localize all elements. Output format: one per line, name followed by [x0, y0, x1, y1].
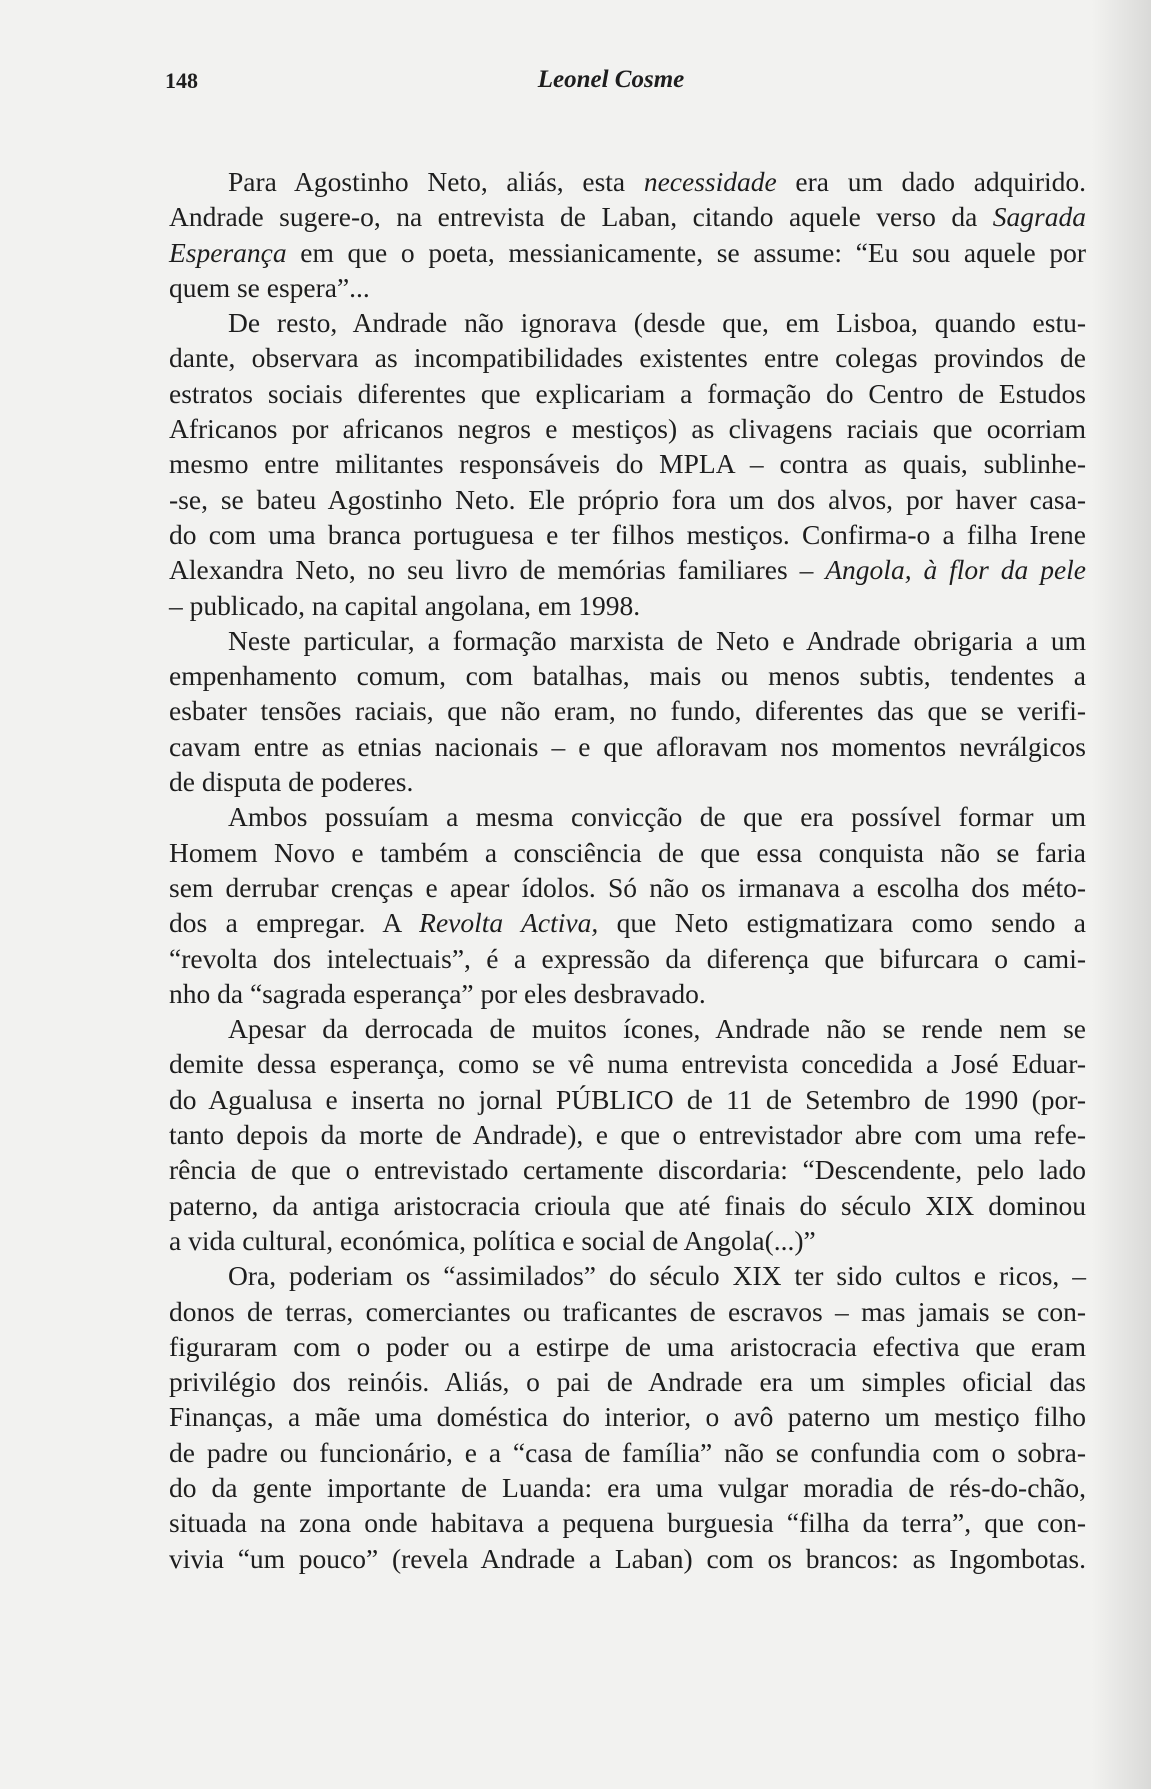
- text-run: mesmo entre militantes responsáveis do MPLA – contra as quais, sublinhe-: [169, 448, 1086, 480]
- text-line: [169, 1117, 1086, 1152]
- text-line: [169, 870, 1086, 905]
- text-line: [169, 835, 1086, 870]
- text-run: empenhamento comum, com batalhas, mais ou menos subtis, tendentes a: [169, 660, 1086, 692]
- page-number: 148: [165, 68, 198, 93]
- text-run: do Agualusa e inserta no jornal PÚBLICO de 11 de Setembro de 1990 (por-: [169, 1083, 1086, 1115]
- text-run: Ora, poderiam os “assimilados” do século XIX ter sido cultos e ricos, –: [228, 1260, 1086, 1292]
- text-line: [169, 552, 1086, 587]
- text-run: nho da “sagrada esperança” por eles desbravado.: [169, 977, 706, 1009]
- text-run: situada na zona onde habitava a pequena burguesia “filha da terra”, que con-: [169, 1507, 1086, 1539]
- text-line: [169, 517, 1086, 552]
- text-run: a vida cultural, económica, política e social de Angola(...)”: [169, 1224, 816, 1256]
- text-run: Alexandra Neto, no seu livro de memórias familiares –: [169, 554, 826, 586]
- text-line: [169, 164, 1086, 199]
- text-run: quem se espera”...: [169, 271, 370, 303]
- running-head-author: Leonel Cosme: [537, 66, 685, 93]
- text-line: [169, 693, 1086, 728]
- text-run: Andrade sugere-o, na entrevista de Laban, citando aquele verso da: [169, 201, 993, 233]
- text-line: [169, 799, 1086, 834]
- text-line: [169, 482, 1086, 517]
- text-run: tanto depois da morte de Andrade), e que o entrevistador abre com uma refe-: [169, 1119, 1086, 1151]
- paragraph: [169, 305, 1086, 623]
- text-line: [169, 305, 1086, 340]
- text-run: paterno, da antiga aristocracia crioula que até finais do século XIX dominou: [169, 1189, 1086, 1221]
- text-run: donos de terras, comerciantes ou traficantes de escravos – mas jamais se con-: [169, 1295, 1086, 1327]
- italic-text: Sagrada: [992, 201, 1086, 233]
- text-run: Finanças, a mãe uma doméstica do interior, o avô paterno um mestiço filho: [169, 1401, 1086, 1433]
- italic-text: Esperança: [169, 236, 287, 268]
- text-line: [169, 729, 1086, 764]
- text-run: em que o poeta, messianicamente, se assume: “Eu sou aquele por: [286, 236, 1086, 268]
- text-line: [169, 235, 1086, 270]
- text-run: De resto, Andrade não ignorava (desde que, em Lisboa, quando estu-: [228, 307, 1086, 339]
- text-run: que Neto estigmatizara como sendo a: [598, 907, 1087, 939]
- page-edge-shadow: [1091, 0, 1151, 1789]
- text-run: de disputa de poderes.: [169, 766, 414, 798]
- text-line: [169, 446, 1086, 481]
- text-run: sem derrubar crenças e apear ídolos. Só não os irmanava a escolha dos méto-: [169, 871, 1086, 903]
- text-run: Neste particular, a formação marxista de Neto e Andrade obrigaria a um: [228, 624, 1086, 656]
- italic-text: necessidade: [643, 166, 777, 197]
- text-line: [169, 1294, 1086, 1329]
- text-run: “revolta dos intelectuais”, é a expressão da diferença que bifurcara o cami-: [169, 942, 1086, 974]
- paragraph: [169, 799, 1086, 1011]
- text-line: [169, 1082, 1086, 1117]
- text-run: rência de que o entrevistado certamente discordaria: “Descendente, pelo lado: [169, 1154, 1086, 1186]
- text-run: vivia “um pouco” (revela Andrade a Laban) com os brancos: as Ingombotas.: [169, 1542, 1086, 1574]
- text-line: [169, 976, 1086, 1011]
- text-run: Para Agostinho Neto, aliás, esta: [228, 166, 644, 197]
- text-run: Ambos possuíam a mesma convicção de que era possível formar um: [228, 801, 1086, 833]
- text-run: dante, observara as incompatibilidades existentes entre colegas provindos de: [169, 342, 1086, 374]
- text-run: cavam entre as etnias nacionais – e que afloravam nos momentos nevrálgicos: [169, 730, 1086, 762]
- text-run: Africanos por africanos negros e mestiços) as clivagens raciais que ocorriam: [169, 413, 1086, 445]
- paragraph: [169, 1258, 1086, 1576]
- italic-text: Revolta Activa,: [419, 907, 599, 939]
- text-line: [169, 1046, 1086, 1081]
- text-run: dos a empregar. A: [169, 907, 420, 939]
- text-line: [169, 1435, 1086, 1470]
- text-line: [169, 1011, 1086, 1046]
- text-line: [169, 1188, 1086, 1223]
- text-line: [169, 340, 1086, 375]
- text-line: [169, 199, 1086, 234]
- text-line: [169, 1258, 1086, 1293]
- text-line: [169, 1399, 1086, 1434]
- text-line: [169, 376, 1086, 411]
- text-run: Homem Novo e também a consciência de que essa conquista não se faria: [169, 836, 1086, 868]
- text-line: [169, 941, 1086, 976]
- text-line: [169, 764, 1086, 799]
- text-run: demite dessa esperança, como se vê numa entrevista concedida a José Eduar-: [169, 1048, 1086, 1080]
- text-line: [169, 1329, 1086, 1364]
- text-run: estratos sociais diferentes que explicariam a formação do Centro de Estudos: [169, 377, 1086, 409]
- text-line: [169, 1223, 1086, 1258]
- paragraph: [169, 1011, 1086, 1258]
- text-run: -se, se bateu Agostinho Neto. Ele próprio fora um dos alvos, por haver casa-: [169, 483, 1086, 515]
- text-run: – publicado, na capital angolana, em 1998.: [169, 589, 641, 621]
- text-line: [169, 411, 1086, 446]
- text-line: [169, 1505, 1086, 1540]
- paragraph: [169, 164, 1086, 305]
- text-run: figuraram com o poder ou a estirpe de uma aristocracia efectiva que eram: [169, 1330, 1086, 1362]
- text-run: do da gente importante de Luanda: era uma vulgar moradia de rés-do-chão,: [169, 1471, 1086, 1503]
- text-line: [169, 588, 1086, 623]
- text-line: [169, 270, 1086, 305]
- text-run: de padre ou funcionário, e a “casa de família” não se confundia com o sobra-: [169, 1436, 1086, 1468]
- text-line: [169, 905, 1086, 940]
- paragraph: [169, 623, 1086, 799]
- text-run: privilégio dos reinóis. Aliás, o pai de Andrade era um simples oficial das: [169, 1366, 1086, 1398]
- text-run: era um dado adquirido.: [776, 166, 1086, 197]
- text-line: [169, 1470, 1086, 1505]
- text-run: do com uma branca portuguesa e ter filhos mestiços. Confirma-o a filha Irene: [169, 518, 1086, 550]
- text-line: [169, 1364, 1086, 1399]
- text-line: [169, 1152, 1086, 1187]
- body-text: [169, 164, 1086, 1576]
- text-line: [169, 658, 1086, 693]
- text-run: esbater tensões raciais, que não eram, no fundo, diferentes das que se verifi-: [169, 695, 1086, 727]
- text-line: [169, 623, 1086, 658]
- italic-text: Angola, à flor da pele: [825, 554, 1086, 586]
- text-run: Apesar da derrocada de muitos ícones, Andrade não se rende nem se: [228, 1013, 1086, 1045]
- text-line: [169, 1541, 1086, 1576]
